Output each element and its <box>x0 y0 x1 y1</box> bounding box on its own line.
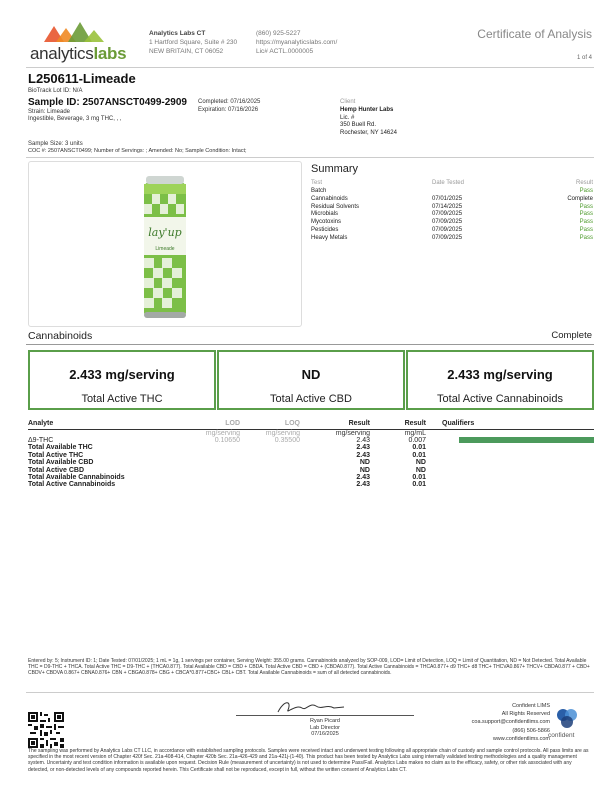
sample-type: Ingestible, Beverage, 3 mg THC, , , <box>28 116 122 122</box>
client-label: Client <box>340 99 356 105</box>
kpi-value: 2.433 mg/serving <box>447 367 553 382</box>
analyte-lod: 0.10650 <box>214 436 240 444</box>
signer-name: Ryan Picard <box>310 718 340 724</box>
analyte-result-ml: ND <box>415 466 426 474</box>
kpi-total-active-cbd <box>217 350 405 410</box>
analyte-name: Total Available Cannabinoids <box>28 473 125 481</box>
coc-info: COC #: 2507ANSCT0499; Number of Servings: ; Amended: No; Sample Condition: Intact; <box>28 148 247 154</box>
unit-result-ml: mg/mL <box>404 429 426 437</box>
summary-result: Pass <box>579 211 593 218</box>
lims-website[interactable]: www.confidentlims.com <box>492 735 550 742</box>
summary-header-date: Date Tested <box>432 179 464 186</box>
summary-test: Residual Solvents <box>311 203 360 210</box>
units-row <box>28 429 594 437</box>
analyte-row <box>28 467 594 474</box>
summary-result: Pass <box>579 234 593 241</box>
summary-row <box>311 219 593 227</box>
analyte-result-serving: 2.43 <box>356 473 370 481</box>
footer-divider <box>26 692 594 693</box>
lims-phone: (866) 506-5866 <box>512 727 550 734</box>
summary-date: 07/09/2025 <box>432 219 463 226</box>
summary-test: Batch <box>311 188 327 194</box>
can-brand: lay'up <box>148 226 182 239</box>
kpi-total-active-thc <box>28 350 216 410</box>
cannabinoids-divider <box>26 344 594 345</box>
confident-logo-icon <box>553 703 581 731</box>
analyte-result-serving: 2.43 <box>356 481 370 489</box>
analyte-result-ml: 0.01 <box>412 451 426 459</box>
analyte-row <box>28 444 594 451</box>
can-flavor: Limeade <box>155 246 175 252</box>
lims-info <box>472 702 550 743</box>
col-qualifiers: Qualifiers <box>426 419 594 429</box>
summary-test: Cannabinoids <box>311 195 348 202</box>
client-address-line2: Rochester, NY 14624 <box>340 129 397 136</box>
client-address-line1: 350 Buell Rd. <box>340 122 377 128</box>
lab-address <box>149 29 237 56</box>
analyte-result-serving: 2.43 <box>356 436 370 444</box>
cannabinoids-title: Cannabinoids <box>28 330 93 342</box>
lims-line2: All Rights Reserved <box>501 711 550 718</box>
analyte-name: Total Active Cannabinoids <box>28 481 116 489</box>
summary-row <box>311 196 593 204</box>
summary-date: 07/14/2025 <box>432 203 463 210</box>
summary-test: Mycotoxins <box>311 219 342 226</box>
sample-size: Sample Size: 3 units <box>28 141 83 147</box>
summary-table <box>311 179 593 243</box>
biotrack-lot: BioTrack Lot ID: N/A <box>28 88 83 94</box>
signer-block <box>236 718 414 738</box>
summary-test: Microbials <box>311 211 339 218</box>
analyte-result-serving: 2.43 <box>356 451 370 459</box>
summary-header-result: Result <box>575 179 593 186</box>
summary-date: 07/01/2025 <box>432 195 463 202</box>
signer-date: 07/16/2025 <box>311 731 339 738</box>
kpi-value: 2.433 mg/serving <box>69 367 175 382</box>
product-name: L250611-Limeade <box>28 71 136 86</box>
summary-date: 07/09/2025 <box>432 226 463 233</box>
kpi-label: Total Active CBD <box>270 393 352 405</box>
analyte-name: Δ9-THC <box>28 436 54 444</box>
client-license: Lic. # <box>340 114 355 121</box>
col-loq: LOQ <box>240 419 300 429</box>
summary-row <box>311 188 593 196</box>
analyte-result-serving: 2.43 <box>356 444 370 452</box>
summary-date: 07/09/2025 <box>432 211 463 218</box>
summary-date <box>432 188 522 196</box>
client-info <box>340 107 397 137</box>
kpi-value: ND <box>301 367 321 382</box>
analyte-row <box>28 452 594 459</box>
sample-strain: Strain: Limeade <box>28 109 71 115</box>
analyte-result-ml: 0.01 <box>412 481 426 489</box>
lab-address-line2: NEW BRITAIN, CT 06052 <box>149 48 224 55</box>
confident-wordmark: confident <box>548 732 575 739</box>
unit-lod: mg/serving <box>205 429 240 437</box>
signer-title: Lab Director <box>310 724 340 731</box>
analyte-row <box>28 481 594 488</box>
sample-divider <box>26 157 594 158</box>
col-result-serving: Result <box>300 419 370 429</box>
analyte-result-ml: ND <box>415 459 426 467</box>
summary-header-row <box>311 179 593 188</box>
expiration-date: Expiration: 07/16/2026 <box>198 106 259 113</box>
signature-line <box>236 715 414 716</box>
sample-id: Sample ID: 2507ANSCT0499-2909 <box>28 97 187 108</box>
analyte-loq: 0.35500 <box>274 436 300 444</box>
lims-line1: Confident LIMS <box>512 703 550 709</box>
analyte-row <box>28 459 594 466</box>
methodology-footnote: Entered by: 5; Instrument ID: 1; Date Tested: 07/01/2025; 1 mL = 1g, 1 servings per container, Serving Weight: 355.00 grams. Cannabinoids analyzed by SOP-009, LOD= Limit of Detection, LOQ = Limit of Quantitation, ND = Not Detected. Total Available THC = D9-THC + THCA. Total Active THC = D9-THC + (THCA0.877). Total Available CBD = CBD + CBDA. Total Active CBD = CBD + (CBDA0.877). Total Active Cannabinoids = THCA0.877+ d9 THC+ d8 THC+ THCVA0.867+ THCV+ CBDA0.877 + CBD+ CBDV+ CBDVA 0.867+ CBNA0.876+ CBN + CBGA0.878+ CBG + CBCA*0.877+CBC+ CBL+ CBT. Total Available Cannabinoids = sum of all detected cannabinoids. <box>28 658 590 677</box>
summary-row <box>311 235 593 243</box>
analyte-name: Total Active THC <box>28 451 84 459</box>
unit-result-serving: mg/serving <box>335 429 370 437</box>
analyte-header-row <box>28 419 594 429</box>
col-analyte: Analyte <box>28 419 180 429</box>
lab-name: Analytics Labs CT <box>149 30 206 37</box>
summary-row <box>311 227 593 235</box>
analyte-name: Total Available THC <box>28 444 93 452</box>
summary-row <box>311 211 593 219</box>
summary-date: 07/09/2025 <box>432 234 463 241</box>
lims-email[interactable]: coa.support@confidentlims.com <box>471 719 550 726</box>
kpi-label: Total Active THC <box>81 393 163 405</box>
logo-wordmark: analyticslabs <box>30 44 127 63</box>
lab-license: Lic# ACTL.0000005 <box>256 48 314 55</box>
legal-disclaimer: The sampling was performed by Analytics Labs CT LLC, in accordance with established sampling protocols. Samples were received intact and underwent testing following all appropriate chain of custody and sample control protocols. All pass limits are as specified in the most recent version of Chapter 420f Sec. 21a-408-414, Chapter 420b Sec. 21a-426-429 and 21a-421j-(1-40). This product has been tested by Analytics Labs using internally validated testing methodologies and a quality management system. Uncertainty and test condition information is available upon request. Decision Rule (measurement of uncertainty) is not used to determine Pass/Fail. Analytics Labs makes no claim as to the efficacy, safety, or other risk associated with any detected, or non-detected levels of any compounds reported herein. This Certificate shall not be reproduced, except in full, without the written consent of Analytics Labs CT. <box>28 748 589 773</box>
beverage-can-image <box>29 162 303 328</box>
analyte-row <box>28 474 594 481</box>
lab-address-line1: 1 Hartford Square, Suite # 230 <box>149 39 238 46</box>
analyte-result-ml: 0.007 <box>408 436 426 444</box>
cannabinoids-status: Complete <box>551 330 592 341</box>
summary-result: Pass <box>579 226 593 233</box>
col-lod: LOD <box>180 419 240 429</box>
summary-result: Complete <box>567 195 593 202</box>
kpi-total-active-cannabinoids <box>406 350 594 410</box>
sample-dates <box>198 99 260 114</box>
kpi-label: Total Active Cannabinoids <box>437 393 563 405</box>
summary-result: Pass <box>579 188 593 194</box>
document-title: Certificate of Analysis <box>477 27 592 41</box>
analyte-name: Total Available CBD <box>28 459 94 467</box>
lab-phone: (860) 925-5227 <box>256 30 301 37</box>
summary-title: Summary <box>311 163 359 175</box>
analyte-table <box>28 419 594 489</box>
lab-website[interactable]: https://myanalyticslabs.com/ <box>256 39 338 46</box>
summary-result: Pass <box>579 203 593 210</box>
completed-date: Completed: 07/16/2025 <box>198 99 261 105</box>
analyte-result-serving: ND <box>359 466 370 474</box>
analyte-result-ml: 0.01 <box>412 473 426 481</box>
lab-contact <box>256 29 337 56</box>
page-number: 1 of 4 <box>576 55 592 61</box>
analyte-result-serving: ND <box>359 459 370 467</box>
client-name: Hemp Hunter Labs <box>340 107 394 113</box>
qr-code-icon[interactable] <box>28 712 64 748</box>
analyte-result-ml: 0.01 <box>412 444 426 452</box>
thc-result-bar <box>459 437 594 443</box>
unit-loq: mg/serving <box>265 429 300 437</box>
summary-row <box>311 204 593 212</box>
header-divider <box>26 67 594 68</box>
summary-header-test: Test <box>311 179 323 186</box>
summary-test: Pesticides <box>311 226 339 233</box>
summary-test: Heavy Metals <box>311 234 348 241</box>
product-photo <box>28 161 302 327</box>
col-result-ml: Result <box>370 419 426 429</box>
analyte-name: Total Active CBD <box>28 466 85 474</box>
summary-result: Pass <box>579 219 593 226</box>
